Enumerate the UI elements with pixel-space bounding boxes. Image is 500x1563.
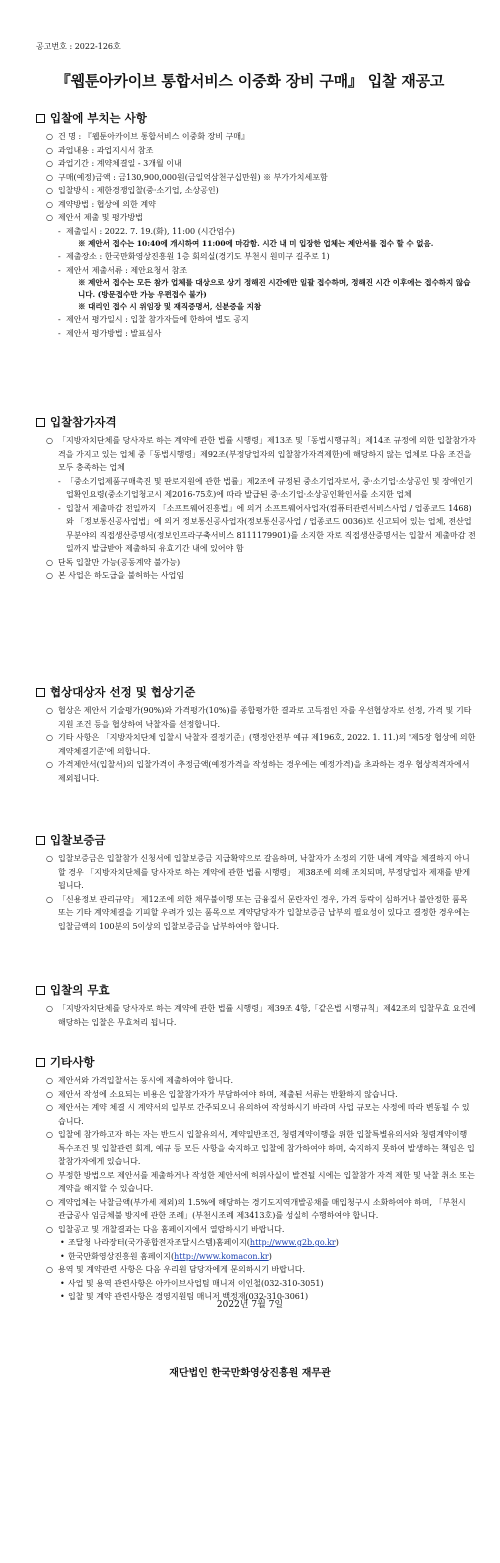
g2b-link[interactable]: http://www.g2b.go.kr — [249, 1238, 336, 1247]
note: ※ 제안서 접수는 모든 참가 업체를 대상으로 상기 정해진 시간에만 일괄 접수하며, 정해진 시간 이후에는 접수하지 않습니다. (방문접수만 가능 우편접수 불가) — [78, 278, 471, 299]
section-bid-bond — [36, 832, 476, 933]
list-item: ○ 「지방자치단체를 당사자로 하는 계약에 관한 법률 시행령」제39조 4항,「같은법 시행규칙」제42조의 입찰무효 요건에 해당하는 입찰은 무효처리 됩니다. — [46, 1004, 476, 1027]
section-heading: 입찰보증금 — [36, 832, 476, 848]
list-item: ○ 용역 및 계약관련 사항은 다음 우리원 담당자에게 문의하시기 바랍니다. — [46, 1265, 305, 1274]
bullet-item: • 사업 및 용역 관련사항은 아카이브사업팀 매니저 이인철(032-310-3051) — [60, 1278, 324, 1288]
bullet-item: • 한국만화영상진흥원 홈페이지(http://www.komacon.kr) — [60, 1251, 272, 1261]
checkbox-square-icon — [36, 836, 45, 845]
list-item: ○ 계약업체는 낙찰금액(부가세 제외)의 1.5%에 해당하는 경기도지역개발공채를 매입청구시 소화하여야 하며, 「부천시 관급공사 임금체불 방지에 관한 조례」(부천시조례 제3413호)를 성실히 수행하여야 합니다. — [46, 1197, 466, 1220]
section-negotiation — [36, 684, 476, 785]
section-heading: 입찰참가자격 — [36, 414, 476, 430]
sub-item: - 제출일시 : 2022. 7. 19.(화), 11:00 (시간엄수) — [58, 226, 235, 236]
list-item: ○ 과업기간 : 계약체결일 - 3개월 이내 — [46, 159, 182, 168]
list-item: ○ 제안서와 가격입찰서는 동시에 제출하여야 합니다. — [46, 1076, 234, 1085]
bullet-item: • 입찰 및 계약 관련사항은 경영지원팀 매니저 백정재(032-310-3061) — [60, 1292, 309, 1301]
section-bidding-items — [36, 110, 476, 340]
list-item: ○ 「지방자치단체를 당사자로 하는 계약에 관한 법률 시행령」제13조 및「동법시행규칙」제14조 규정에 의한 입찰참가자격을 가지고 있는 업체 중「동법시행령」제92조(부정당업자의 입찰참가자격제한)에 해당하지 않는 업체로 다음 조건을 모두 충족하는 업체 — [46, 436, 476, 472]
issuer-organization: 재단법인 한국만화영상진흥원 재무관 — [169, 1368, 331, 1379]
list-item: ○ 제안서는 계약 체결 시 계약서의 일부로 간주되오니 유의하여 작성하시기 바라며 사업 규모는 사정에 따라 변동될 수 있습니다. — [46, 1103, 470, 1126]
sub-item: - 「중소기업제품구매촉진 및 판로지원에 관한 법률」제2조에 규정된 중소기업자로서, 중·소기업·소상공인 및 장애인기업확인요령(중소기업청고시 제2016-75호)에 따라 발급된 중·소기업·소상공인확인서를 소지한 업체 — [58, 476, 474, 499]
list-item: ○ 제안서 제출 및 평가방법 — [46, 213, 143, 222]
list-item: ○ 과업내용 : 과업지시서 참조 — [46, 145, 154, 155]
list-item: ○ 단독 입찰만 가능(공동계약 불가능) — [46, 557, 181, 567]
list-item: ○ 건 명 : 『웹툰아카이브 통합서비스 이중화 장비 구매』 — [46, 132, 250, 141]
section-heading: 입찰의 무효 — [36, 982, 476, 998]
checkbox-square-icon — [36, 418, 45, 427]
checkbox-square-icon — [36, 986, 45, 995]
list-item: ○ 가격제안서(입찰서)의 입찰가격이 추정금액(예정가격을 작성하는 경우에는 예정가격)을 초과하는 경우 협상적격자에서 제외됩니다. — [46, 760, 470, 783]
list-item: ○ 입찰에 참가하고자 하는 자는 반드시 입찰유의서, 계약일반조건, 청렴계약이행을 위한 입찰특별유의서와 청렴계약이행 특수조건 및 입찰관련 회계, 예규 등 모든 사항을 숙지하고 입찰에 참가하여야 하며, 숙지하지 못하여 발생하는 책임은 입찰참가자에게 있습니다. — [46, 1130, 475, 1166]
list-item: ○ 제안서 작성에 소요되는 비용은 입찰참가자가 부담하여야 하며, 제출된 서류는 반환하지 않습니다. — [46, 1089, 398, 1099]
notice-number: 공고번호 : 2022-126호 — [36, 42, 121, 51]
sub-item: - 제안서 제출서류 : 제안요청서 참조 — [58, 265, 188, 275]
list-item: ○ 본 사업은 하도급을 불허하는 사업임 — [46, 571, 185, 580]
komacon-link[interactable]: http://www.komacon.kr — [174, 1251, 269, 1261]
sub-item: - 제안서 평가일시 : 입찰 참가자들에 한하여 별도 공지 — [58, 315, 249, 324]
list-item: ○ 계약방법 : 협상에 의한 계약 — [46, 199, 156, 209]
sub-item: - 제출장소 : 한국만화영상진흥원 1층 회의실(경기도 부천시 원미구 길주로 1) — [58, 252, 330, 261]
list-item: ○ 구매(예정)금액 : 금130,900,000원(금일억삼천구십만원) ※ 부가가치세포함 — [46, 172, 328, 182]
checkbox-square-icon — [36, 114, 45, 123]
list-item: ○ 「신용정보 관리규약」 제12조에 의한 채무불이행 또는 금융질서 문란자인 경우, 가격 등락이 심하거나 불안정한 품목 또는 기타 계약체결을 기피할 우려가 있는 품목으로 계약담당자가 입찰보증금 납부의 필요성이 있다고 결정한 경우에는 입찰금액의 100분의 5이상의 입찰보증금을 납부하여야 합니다. — [46, 894, 470, 931]
list-item: ○ 협상은 제안서 기술평가(90%)와 가격평가(10%)를 종합평가한 결과로 고득점인 자를 우선협상자로 선정, 가격 및 기타 지원 조건 등을 협상하여 낙찰자를 선정합니다. — [46, 706, 472, 729]
list-item: ○ 입찰보증금은 입찰참가 신청서에 입찰보증금 지급확약으로 갈음하며, 낙찰자가 소정의 기한 내에 계약을 체결하지 아니할 경우 「지방자치단체를 당사자로 하는 계약에 관한 법률 시행령」 제38조에 의해 조치되며, 부정당업자 제재를 받게 됩니다. — [46, 854, 471, 890]
section-qualification — [36, 414, 476, 583]
sub-item: - 입찰서 제출마감 전일까지 「소프트웨어진흥법」에 의거 소프트웨어사업자(컴퓨터관련서비스사업 / 업종코드 1468)와 「정보통신공사업법」에 의거 정보통신공사업자(정보통신공사업 / 업종코드 0036)로 신고되어 있는 업체, 전산업무분야의 직접생산증명서(정보인프라구축서비스 8111179901)를 소지한 자로 직접생산증명서는 입찰서 제출마감 전일까지 발급받아 제출하되 유효기간 내에 있어야 함 — [58, 503, 476, 553]
section-heading: 기타사항 — [36, 1054, 476, 1070]
note: ※ 대리인 접수 시 위임장 및 재직증명서, 신분증을 지참 — [78, 302, 262, 311]
list-item: ○ 입찰공고 및 개찰결과는 다음 홈페이지에서 열람하시기 바랍니다. — [46, 1224, 285, 1234]
page-title: 『웹툰아카이브 통합서비스 이중화 장비 구매』 입찰 재공고 — [55, 72, 445, 90]
notice-date: 2022년 7월 7일 — [216, 1300, 284, 1310]
section-heading: 협상대상자 선정 및 협상기준 — [36, 684, 476, 700]
list-item: ○ 기타 사항은 「지방자치단체 입찰시 낙찰자 결정기준」(행정안전부 예규 제196호, 2022. 1. 11.)의 '제5장 협상에 의한 계약체결기준'에 의합니다. — [46, 733, 476, 756]
checkbox-square-icon — [36, 1058, 45, 1067]
bullet-item: • 조달청 나라장터(국가종합전자조달시스템)홈페이지(http://www.g2b.go.kr) — [60, 1238, 339, 1247]
sub-item: - 제안서 평가방법 : 발표심사 — [58, 328, 162, 338]
list-item: ○ 부정한 방법으로 제안서를 제출하거나 작성한 제안서에 허위사실이 발견될 시에는 입찰참가 자격 제한 및 낙찰 취소 또는 계약을 해지할 수 있습니다. — [46, 1170, 475, 1193]
section-other — [36, 1054, 476, 1304]
list-item: ○ 입찰방식 : 제한경쟁입찰(중·소기업, 소상공인) — [46, 186, 219, 195]
note: ※ 제안서 접수는 10:40에 개시하여 11:00에 마감함. 시간 내 미 입장한 업체는 제안서를 접수 할 수 없음. — [78, 239, 434, 248]
section-heading: 입찰에 부치는 사항 — [36, 110, 476, 126]
checkbox-square-icon — [36, 688, 45, 697]
section-invalid-bid — [36, 982, 476, 1029]
